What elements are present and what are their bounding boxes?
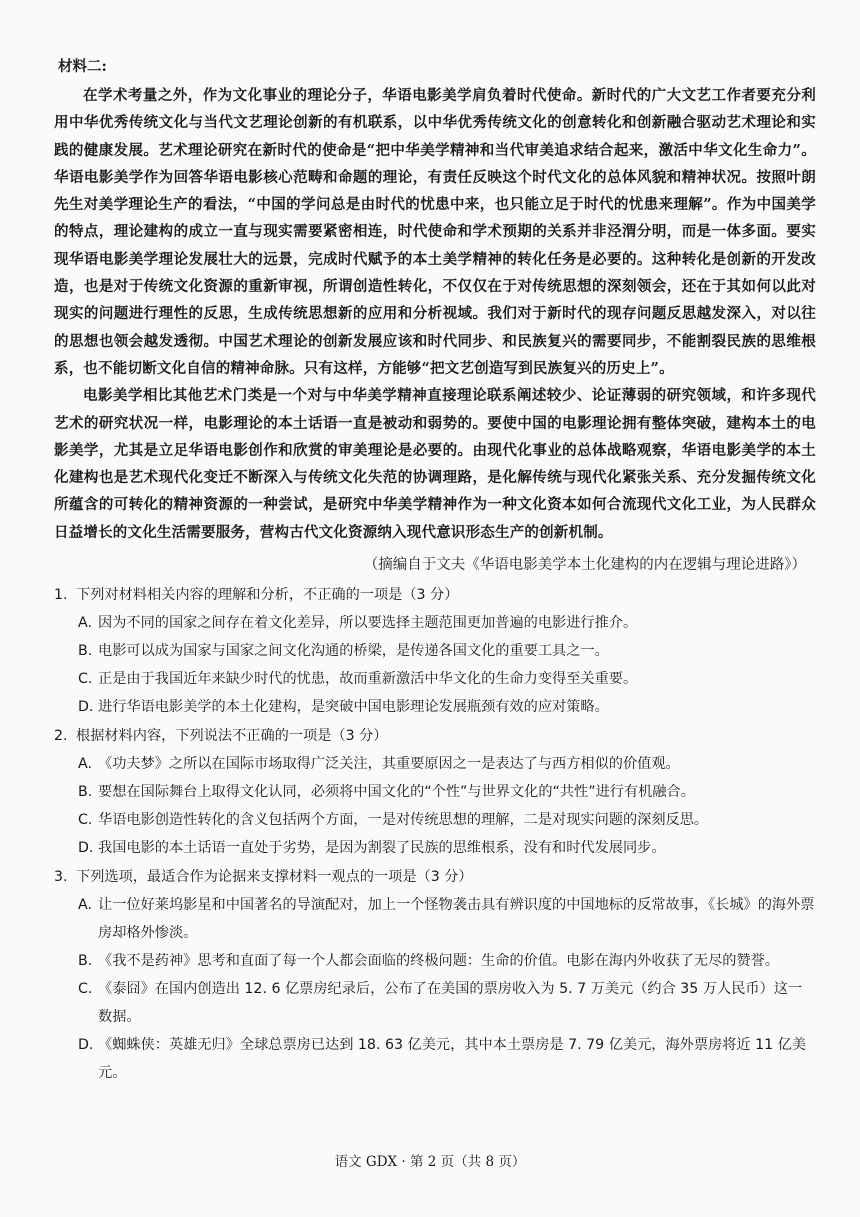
question-2 — [54, 722, 816, 862]
question-text: 下列对材料相关内容的理解和分析，不正确的一项是（3 分） — [76, 587, 459, 604]
option-c — [78, 665, 816, 693]
question-number: 1. — [54, 587, 68, 604]
option-letter: C. — [78, 671, 93, 688]
option-letter: C. — [78, 812, 93, 829]
option-c — [78, 806, 816, 834]
option-text: 华语电影创造性转化的含义包括两个方面，一是对传统思想的理解，二是对现实问题的深刻反思。 — [98, 812, 709, 829]
option-text: 《蜘蛛侠：英雄无归》全球总票房已达到 18. 63 亿美元，其中本土票房是 7. 79 亿美元，海外票房将近 11 亿美元。 — [98, 1037, 807, 1082]
option-d — [78, 693, 816, 721]
option-c — [78, 975, 816, 1031]
option-text: 因为不同的国家之间存在着文化差异，所以要选择主题范围更加普遍的电影进行推介。 — [98, 615, 638, 632]
option-letter: A. — [78, 615, 92, 632]
question-stem — [54, 863, 816, 891]
question-number: 2. — [54, 728, 68, 745]
option-a — [78, 609, 816, 637]
material-paragraph-2: 电影美学相比其他艺术门类是一个对与中华美学精神直接理论联系阐述较少、论证薄弱的研究领域，和许多现代艺术的研究状况一样，电影理论的本土话语一直是被动和弱势的。要使中国的电影理论拥有整体突破，建构本土的电影美学，尤其是立足华语电影创作和欣赏的审美理论是必要的。由现代化事业的总体战略观察，华语电影美学的本土化建构也是艺术现代化变迁不断深入与传统文化失范的协调理路，是化解传统与现代化紧张关系、充分发掘传统文化所蕴含的可转化的精神资源的一种尝试，是研究中华美学精神作为一种文化资本如何合流现代文化工业，为人民群众日益增长的文化生活需要服务，营构古代文化资源纳入现代意识形态生产的创新机制。 — [54, 387, 816, 541]
option-letter: A. — [78, 756, 92, 773]
question-stem — [54, 581, 816, 609]
option-a — [78, 750, 816, 778]
option-b — [78, 947, 816, 975]
option-letter: B. — [78, 643, 93, 660]
option-text: 要想在国际舞台上取得文化认同，必须将中国文化的“个性”与世界文化的“共性”进行有机融合。 — [98, 784, 695, 801]
option-text: 《我不是药神》思考和直面了每一个人都会面临的终极问题：生命的价值。电影在海内外收获了无尽的赞誉。 — [98, 953, 780, 970]
page-footer: 语文 GDX · 第 2 页（共 8 页） — [334, 1154, 526, 1170]
option-text: 我国电影的本土话语一直处于劣势，是因为割裂了民族的思维根系，没有和时代发展同步。 — [98, 840, 666, 857]
option-text: 让一位好莱坞影星和中国著名的导演配对，加上一个怪物袭击具有辨识度的中国地标的反常故事，《长城》的海外票房却格外惨淡。 — [98, 897, 815, 942]
option-letter: D. — [78, 699, 94, 716]
question-number: 3. — [54, 869, 68, 886]
option-letter: D. — [78, 1037, 94, 1054]
option-letter: B. — [78, 784, 93, 801]
option-text: 《功夫梦》之所以在国际市场取得广泛关注，其重要原因之一是表达了与西方相似的价值观。 — [98, 756, 680, 773]
question-text: 根据材料内容，下列说法不正确的一项是（3 分） — [76, 728, 388, 745]
option-letter: D. — [78, 840, 94, 857]
option-b — [78, 778, 816, 806]
question-stem — [54, 722, 816, 750]
option-letter: A. — [78, 897, 92, 914]
material-heading: 材料二: — [58, 58, 107, 75]
option-letter: C. — [78, 981, 93, 998]
option-b — [78, 637, 816, 665]
option-text: 《泰囧》在国内创造出 12. 6 亿票房纪录后，公布了在美国的票房收入为 5. 7 万美元（约合 35 万人民币）这一数据。 — [98, 981, 803, 1026]
option-text: 进行华语电影美学的本土化建构，是突破中国电影理论发展瓶颈有效的应对策略。 — [98, 699, 609, 716]
option-text: 正是由于我国近年来缺少时代的忧患，故而重新激活中华文化的生命力变得至关重要。 — [98, 671, 638, 688]
option-d — [78, 1031, 816, 1087]
option-letter: B. — [78, 953, 93, 970]
question-3 — [54, 863, 816, 1087]
question-text: 下列选项，最适合作为论据来支撑材料一观点的一项是（3 分） — [76, 869, 473, 886]
option-text: 电影可以成为国家与国家之间文化沟通的桥梁，是传递各国文化的重要工具之一。 — [98, 643, 609, 660]
material-paragraph-1: 在学术考量之外，作为文化事业的理论分子，华语电影美学肩负着时代使命。新时代的广大文艺工作者要充分利用中华优秀传统文化与当代文艺理论创新的有机联系，以中华优秀传统文化的创意转化和创新融合驱动艺术理论和实践的健康发展。艺术理论研究在新时代的使命是“把中华美学精神和当代审美追求结合起来，激活中华文化生命力”。华语电影美学作为回答华语电影核心范畴和命题的理论，有责任反映这个时代文化的总体风貌和精神状况。按照叶朗先生对美学理论生产的看法，“中国的学问总是由时代的忧患中来，也只能立足于时代的忧患来理解”。作为中国美学的特点，理论建构的成立一直与现实需要紧密相连，时代使命和学术预期的关系并非泾渭分明，而是一体多面。要实现华语电影美学理论发展壮大的远景，完成时代赋予的本土美学精神的转化任务是必要的。这种转化是创新的开发改造，也是对于传统文化资源的重新审视，所谓创造性转化，不仅仅在于对传统思想的深刻领会，还在于其如何以此对现实的问题进行理性的反思，生成传统思想新的应用和分析视域。我们对于新时代的现存问题反思越发深入，对以往的思想也领会越发透彻。中国艺术理论的创新发展应该和时代同步、和民族复兴的需要同步，不能割裂民族的思维根系，也不能切断文化自信的精神命脉。只有这样，方能够“把文艺创造写到民族复兴的历史上”。 — [54, 87, 816, 377]
material-source: （摘编自于文夫《华语电影美学本土化建构的内在逻辑与理论进路》） — [363, 557, 806, 574]
question-1 — [54, 581, 816, 721]
option-a — [78, 891, 816, 947]
option-d — [78, 834, 816, 862]
